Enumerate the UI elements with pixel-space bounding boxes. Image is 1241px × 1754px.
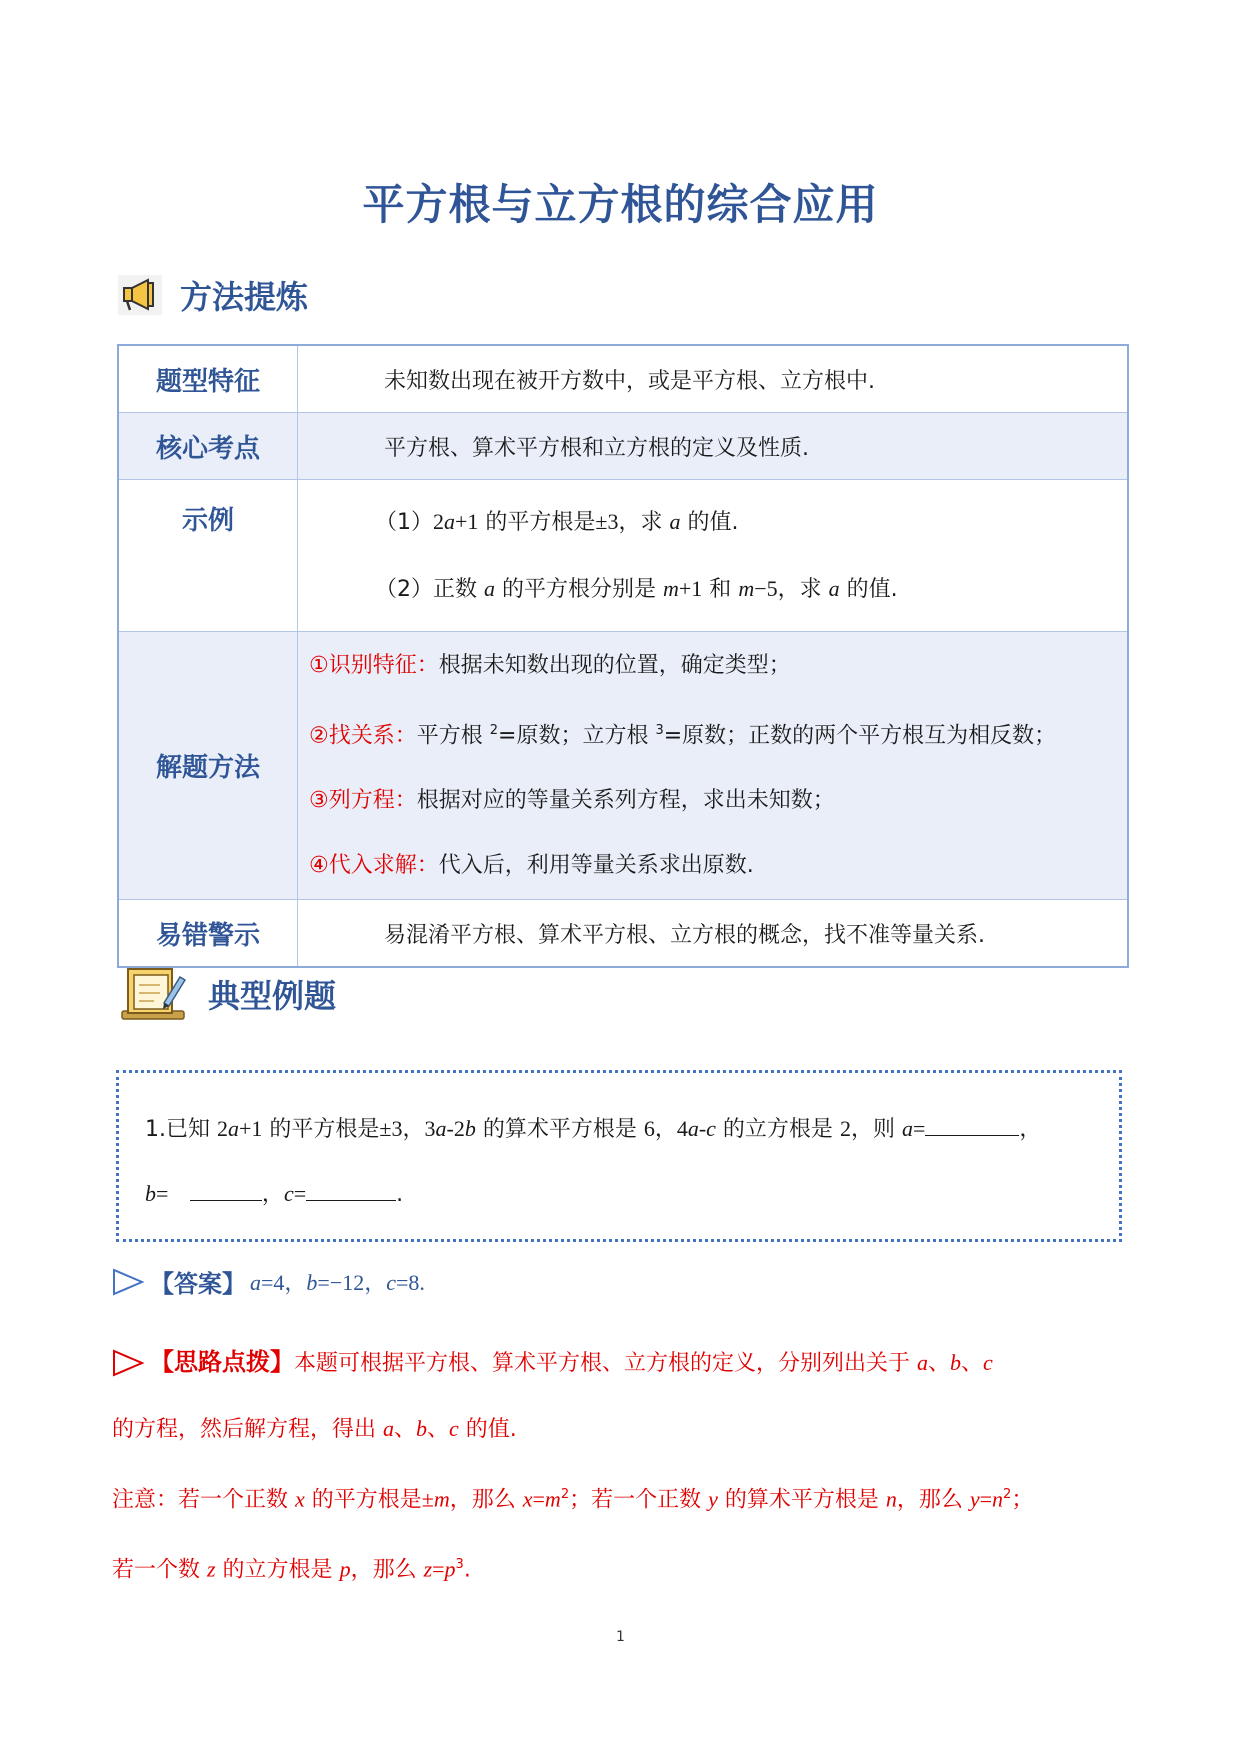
- question-box: [116, 1070, 1122, 1242]
- table-row: [118, 480, 1128, 632]
- answer-blank-c[interactable]: [306, 1178, 396, 1201]
- table-row: [118, 413, 1128, 480]
- section-title: 典型例题: [208, 977, 337, 1015]
- row-content: 易混淆平方根、算术平方根、立方根的概念，找不准等量关系.: [298, 900, 1129, 968]
- answer-value: a=4，b=−12，c=8.: [250, 1270, 425, 1295]
- row-header: 易错警示: [118, 900, 298, 968]
- arrow-marker-icon: [112, 1349, 144, 1377]
- hint-note-line: 若一个数 z 的立方根是 p，那么 $z=p^3$.: [112, 1556, 471, 1583]
- method-steps-cell: [298, 632, 1129, 900]
- hint-line: 【思路点拨】本题可根据平方根、算术平方根、立方根的定义，分别列出关于 a、b、c: [112, 1330, 1132, 1396]
- megaphone-icon: [118, 275, 162, 315]
- method-step: ③列方程：根据对应的等量关系列方程，求出未知数；: [309, 788, 835, 814]
- method-table: [117, 344, 1129, 968]
- hint-block: [112, 1330, 1132, 1603]
- question-line: b= ，c= .: [145, 1162, 1093, 1227]
- arrow-marker-icon: [112, 1268, 144, 1296]
- question-line: 1.已知 2a+1 的平方根是±3，3a-2b 的算术平方根是 6，4a-c 的立方根是 2，则 a= ，: [145, 1097, 1093, 1162]
- hint-tag: 【思路点拨】: [150, 1348, 294, 1376]
- section-heading-examples: [120, 965, 336, 1023]
- table-row: [118, 345, 1128, 413]
- answer-line: [112, 1264, 425, 1299]
- section-heading-method: [118, 272, 308, 318]
- table-row: [118, 632, 1128, 900]
- page-number: 1: [616, 1629, 625, 1645]
- answer-blank-b[interactable]: [190, 1178, 262, 1201]
- table-row: [118, 900, 1128, 968]
- row-header: 示例: [118, 480, 298, 632]
- method-step: ④代入求解：代入后，利用等量关系求出原数.: [309, 853, 754, 879]
- answer-tag: 【答案】: [150, 1270, 246, 1298]
- page-title: 平方根与立方根的综合应用: [362, 180, 879, 229]
- method-step: ①识别特征：根据未知数出现的位置，确定类型；: [309, 653, 791, 678]
- example-line: （2）正数 a 的平方根分别是 m+1 和 m−5，求 a 的值.: [375, 575, 898, 602]
- answer-blank-a[interactable]: [925, 1113, 1019, 1136]
- row-content: 平方根、算术平方根和立方根的定义及性质.: [298, 413, 1129, 480]
- hint-line: 的方程，然后解方程，得出 a、b、c 的值.: [112, 1416, 517, 1442]
- hint-note-line: 注意：若一个正数 x 的平方根是±m，那么 $x=m^2$；若一个正数 y 的算术平方根是 n，那么 $y=n^2$；: [112, 1486, 1034, 1513]
- row-header: 解题方法: [118, 632, 298, 900]
- example-cell: [298, 480, 1129, 632]
- example-line: （1）2a+1 的平方根是±3，求 a 的值.: [375, 508, 739, 535]
- row-header: 核心考点: [118, 413, 298, 480]
- row-header: 题型特征: [118, 345, 298, 413]
- section-title: 方法提炼: [180, 278, 309, 316]
- row-content: 未知数出现在被开方数中，或是平方根、立方根中.: [298, 345, 1129, 413]
- notebook-pencil-icon: [120, 965, 186, 1023]
- method-step: ②找关系：平方根 $^2$=原数；立方根 $^3$=原数；正数的两个平方根互为相反数；: [309, 723, 1057, 749]
